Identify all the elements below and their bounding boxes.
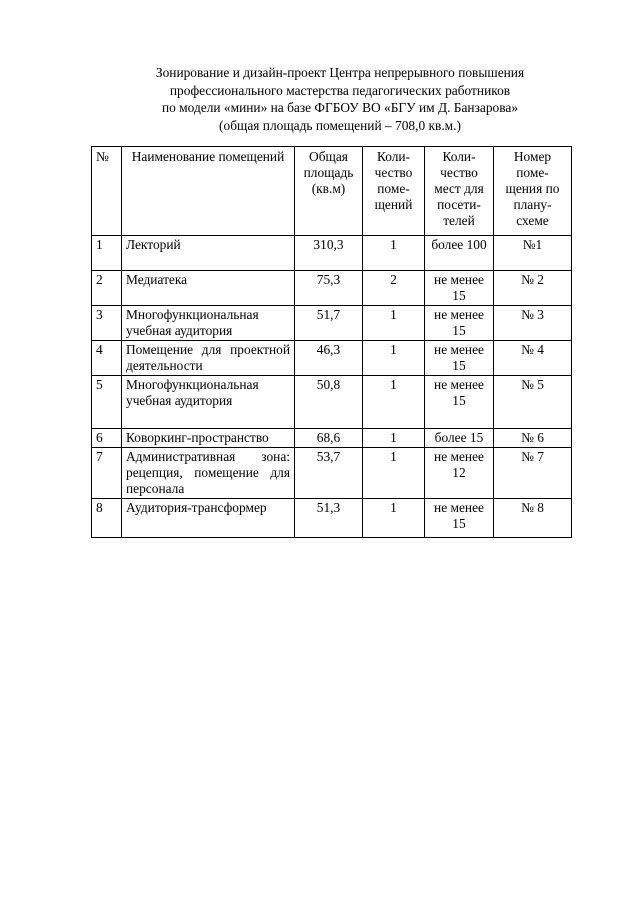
- cell-area: 51,3: [295, 499, 363, 538]
- cell-plan: № 4: [494, 341, 572, 376]
- cell-area: 50,8: [295, 376, 363, 429]
- cell-name: Лекторий: [122, 236, 295, 271]
- cell-name: Многофункциональная учебная аудитория: [122, 376, 295, 429]
- cell-seats: не менее 12: [425, 448, 494, 499]
- cell-rooms: 1: [363, 376, 425, 429]
- cell-name: Многофункциональная учебная аудитория: [122, 306, 295, 341]
- cell-seats: не менее 15: [425, 341, 494, 376]
- cell-num: 8: [92, 499, 122, 538]
- cell-plan: № 8: [494, 499, 572, 538]
- table-row: [92, 499, 572, 538]
- header-name: Наименование помещений: [122, 147, 295, 236]
- cell-plan: № 7: [494, 448, 572, 499]
- document-title: [90, 64, 590, 134]
- cell-area: 68,6: [295, 429, 363, 448]
- cell-rooms: 1: [363, 448, 425, 499]
- cell-rooms: 1: [363, 429, 425, 448]
- cell-rooms: 2: [363, 271, 425, 306]
- cell-num: 1: [92, 236, 122, 271]
- cell-seats: более 15: [425, 429, 494, 448]
- cell-num: 7: [92, 448, 122, 499]
- cell-plan: №1: [494, 236, 572, 271]
- cell-area: 51,7: [295, 306, 363, 341]
- table-row: [92, 376, 572, 429]
- cell-plan: № 3: [494, 306, 572, 341]
- cell-name: Медиатека: [122, 271, 295, 306]
- table-header-row: [92, 147, 572, 236]
- table-row: [92, 236, 572, 271]
- table-row: [92, 306, 572, 341]
- cell-name: Коворкинг-пространство: [122, 429, 295, 448]
- cell-seats: не менее 15: [425, 306, 494, 341]
- header-plan: Номер поме-щения по плану-схеме: [494, 147, 572, 236]
- cell-name: Административная зона: рецепция, помещение для персонала: [122, 448, 295, 499]
- cell-area: 310,3: [295, 236, 363, 271]
- cell-name: Аудитория-трансформер: [122, 499, 295, 538]
- rooms-table: [91, 146, 572, 538]
- cell-num: 5: [92, 376, 122, 429]
- cell-plan: № 2: [494, 271, 572, 306]
- cell-plan: № 5: [494, 376, 572, 429]
- header-seats: Коли-чество мест для посети-телей: [425, 147, 494, 236]
- table-row: [92, 271, 572, 306]
- cell-seats: не менее 15: [425, 271, 494, 306]
- cell-rooms: 1: [363, 341, 425, 376]
- cell-seats: не менее 15: [425, 499, 494, 538]
- cell-num: 2: [92, 271, 122, 306]
- title-line-1: Зонирование и дизайн-проект Центра непрерывного повышения: [155, 65, 525, 80]
- cell-seats: более 100: [425, 236, 494, 271]
- cell-area: 75,3: [295, 271, 363, 306]
- table-row: [92, 429, 572, 448]
- header-area: Общая площадь (кв.м): [295, 147, 363, 236]
- cell-num: 6: [92, 429, 122, 448]
- title-line-2: профессионального мастерства педагогических работников: [169, 82, 511, 98]
- cell-name: Помещение для проектной деятельности: [122, 341, 295, 376]
- cell-num: 4: [92, 341, 122, 376]
- title-line-4: (общая площадь помещений – 708,0 кв.м.): [219, 117, 461, 133]
- header-num: №: [92, 147, 122, 236]
- table-row: [92, 448, 572, 499]
- header-rooms: Коли-чество поме-щений: [363, 147, 425, 236]
- table-row: [92, 341, 572, 376]
- cell-rooms: 1: [363, 236, 425, 271]
- cell-seats: не менее 15: [425, 376, 494, 429]
- cell-area: 53,7: [295, 448, 363, 499]
- cell-num: 3: [92, 306, 122, 341]
- cell-rooms: 1: [363, 306, 425, 341]
- cell-plan: № 6: [494, 429, 572, 448]
- cell-area: 46,3: [295, 341, 363, 376]
- cell-rooms: 1: [363, 499, 425, 538]
- title-line-3: по модели «мини» на базе ФГБОУ ВО «БГУ им Д. Банзарова»: [161, 100, 519, 115]
